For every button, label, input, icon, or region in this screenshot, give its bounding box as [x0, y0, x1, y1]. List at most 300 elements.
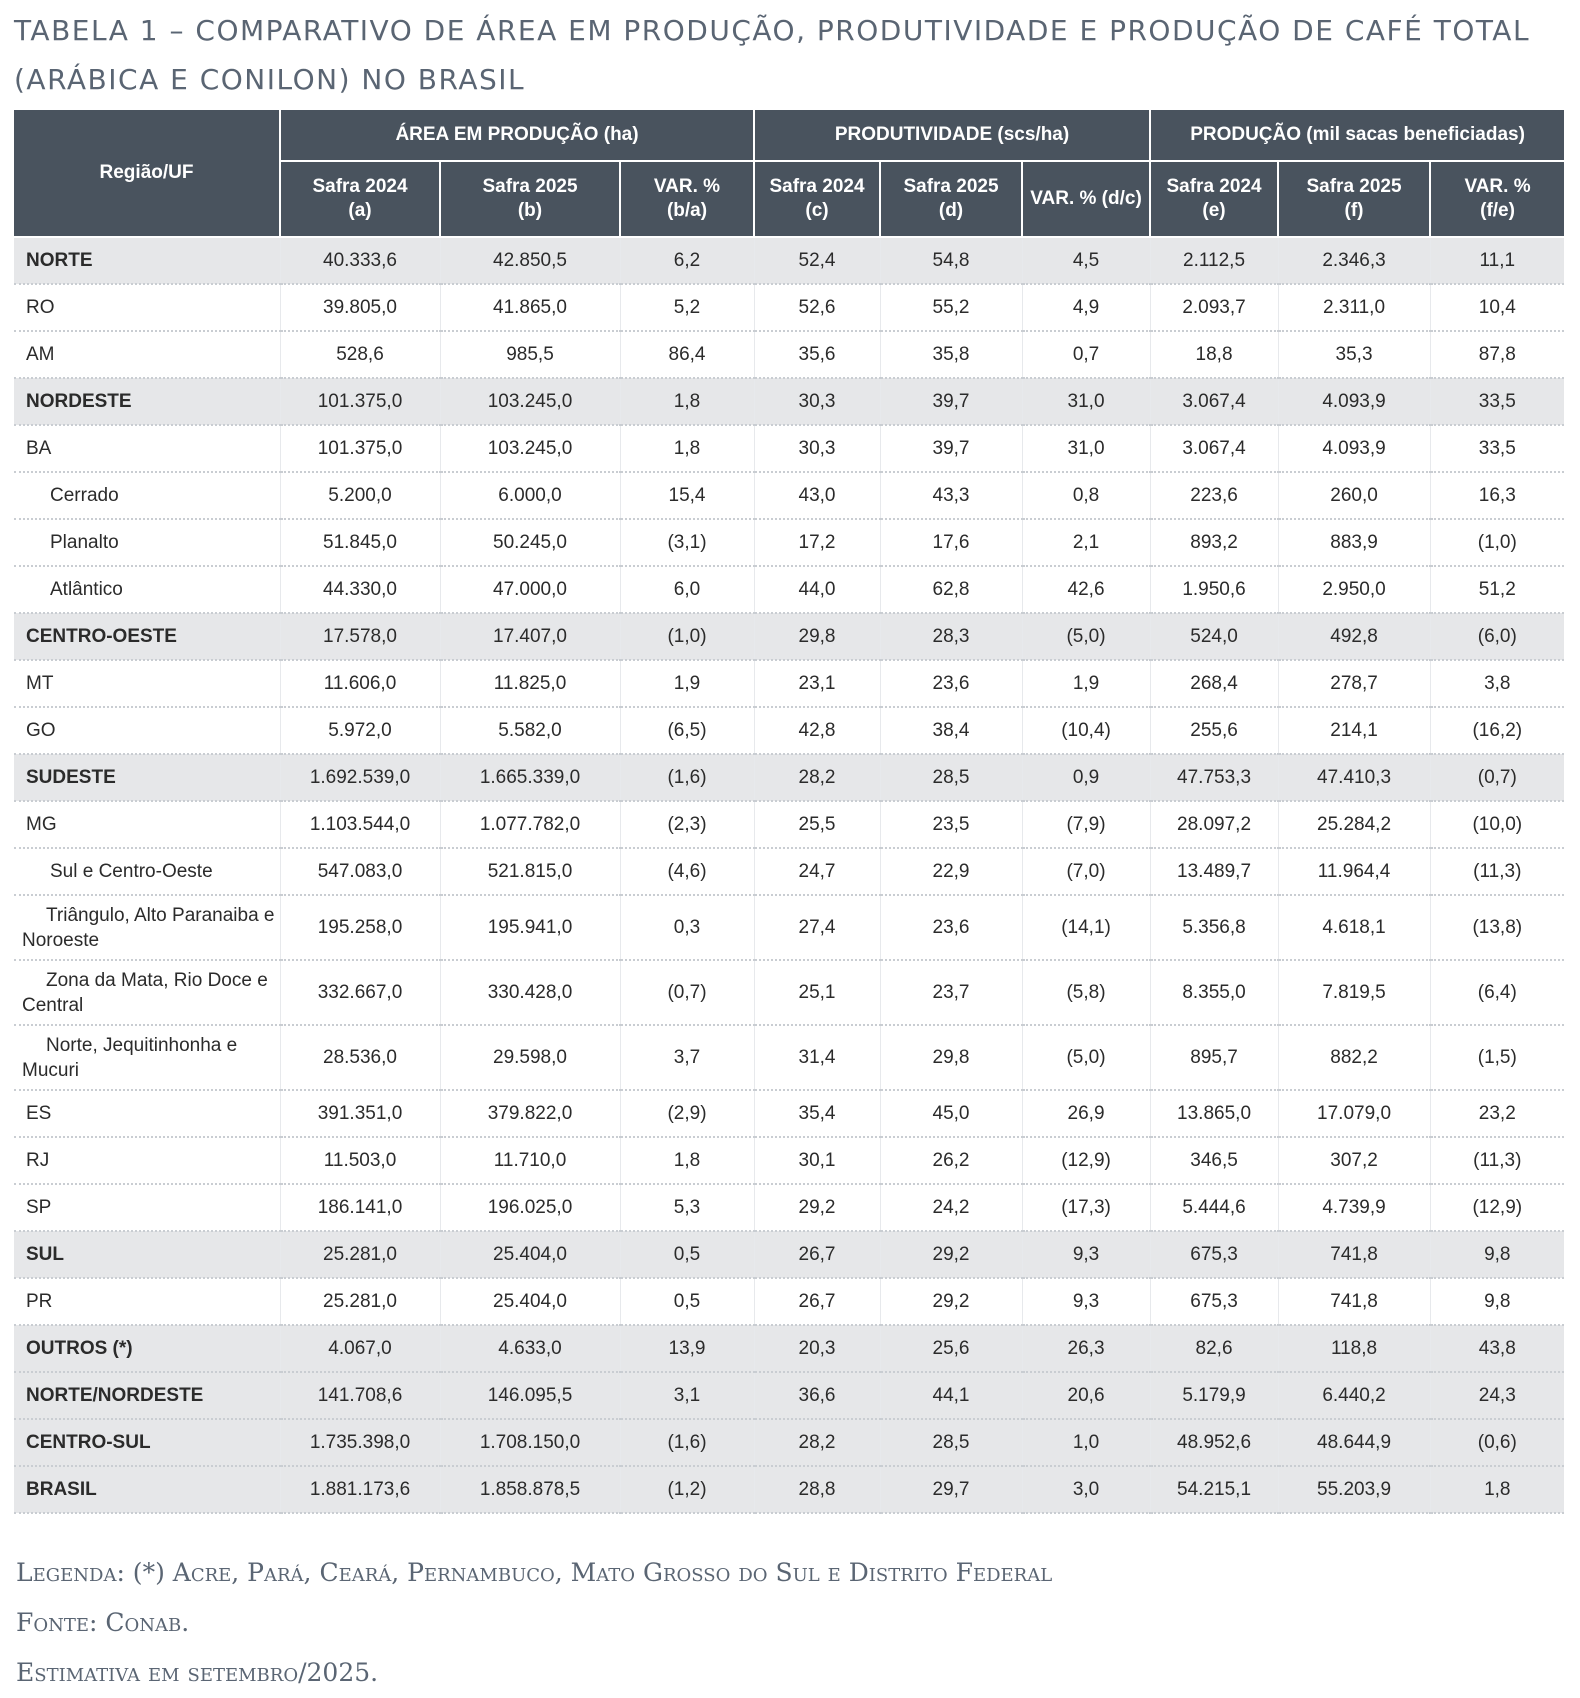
value-cell: (0,7)	[1430, 754, 1564, 801]
value-cell: 28,5	[880, 1419, 1022, 1466]
table-row	[14, 237, 1564, 284]
value-cell: 882,2	[1278, 1025, 1430, 1090]
value-cell: 52,6	[754, 284, 880, 331]
value-cell: 3.067,4	[1150, 425, 1278, 472]
table-row	[14, 1278, 1564, 1325]
value-cell: 10,4	[1430, 284, 1564, 331]
value-cell: 25,6	[880, 1325, 1022, 1372]
value-cell: 30,3	[754, 378, 880, 425]
value-cell: 6,0	[620, 566, 754, 613]
column-header	[620, 161, 754, 237]
value-cell: 48.952,6	[1150, 1419, 1278, 1466]
value-cell: 4.093,9	[1278, 378, 1430, 425]
value-cell: (7,9)	[1022, 801, 1150, 848]
value-cell: 29,2	[880, 1278, 1022, 1325]
value-cell: 43,8	[1430, 1325, 1564, 1372]
value-cell: 13.489,7	[1150, 848, 1278, 895]
value-cell: 0,5	[620, 1231, 754, 1278]
table-row	[14, 1137, 1564, 1184]
value-cell: 1.103.544,0	[280, 801, 440, 848]
value-cell: 278,7	[1278, 660, 1430, 707]
value-cell: 43,0	[754, 472, 880, 519]
value-cell: 3.067,4	[1150, 378, 1278, 425]
value-cell: 3,8	[1430, 660, 1564, 707]
value-cell: 1,8	[1430, 1466, 1564, 1513]
value-cell: 260,0	[1278, 472, 1430, 519]
value-cell: 985,5	[440, 331, 620, 378]
table-row	[14, 1325, 1564, 1372]
column-header	[1022, 161, 1150, 237]
value-cell: 2.112,5	[1150, 237, 1278, 284]
value-cell: 1.950,6	[1150, 566, 1278, 613]
value-cell: 1,8	[620, 1137, 754, 1184]
table-row	[14, 284, 1564, 331]
column-header-label: Safra 2025	[482, 176, 578, 197]
legend-note: Legenda: (*) Acre, Pará, Ceará, Pernambuco, Mato Grosso do Sul e Distrito Federal	[16, 1558, 1053, 1587]
value-cell: (11,3)	[1430, 1137, 1564, 1184]
region-cell: Norte, Jequitinhonha e Mucuri	[14, 1025, 280, 1090]
region-cell: OUTROS (*)	[14, 1325, 280, 1372]
value-cell: (6,0)	[1430, 613, 1564, 660]
value-cell: 0,8	[1022, 472, 1150, 519]
value-cell: 4.618,1	[1278, 895, 1430, 960]
value-cell: 47.753,3	[1150, 754, 1278, 801]
value-cell: 895,7	[1150, 1025, 1278, 1090]
region-cell: Zona da Mata, Rio Doce e Central	[14, 960, 280, 1025]
table-title	[14, 6, 1564, 104]
column-header-label: VAR. %	[653, 176, 721, 197]
value-cell: 255,6	[1150, 707, 1278, 754]
value-cell: 379.822,0	[440, 1090, 620, 1137]
table-row	[14, 1466, 1564, 1513]
table-row	[14, 425, 1564, 472]
value-cell: 1.858.878,5	[440, 1466, 620, 1513]
value-cell: 54,8	[880, 237, 1022, 284]
value-cell: 195.941,0	[440, 895, 620, 960]
value-cell: (7,0)	[1022, 848, 1150, 895]
region-cell: MG	[14, 801, 280, 848]
table-header	[14, 109, 1564, 237]
value-cell: 26,2	[880, 1137, 1022, 1184]
value-cell: (3,1)	[620, 519, 754, 566]
value-cell: 25.404,0	[440, 1278, 620, 1325]
production-group-header: PRODUÇÃO (mil sacas beneficiadas)	[1150, 109, 1564, 161]
value-cell: 9,3	[1022, 1231, 1150, 1278]
coffee-production-table	[14, 108, 1564, 1514]
value-cell: 521.815,0	[440, 848, 620, 895]
value-cell: (2,9)	[620, 1090, 754, 1137]
value-cell: 0,7	[1022, 331, 1150, 378]
column-header-label: Safra 2024	[769, 176, 865, 197]
value-cell: 33,5	[1430, 425, 1564, 472]
value-cell: 55.203,9	[1278, 1466, 1430, 1513]
region-cell: BA	[14, 425, 280, 472]
value-cell: 28,2	[754, 754, 880, 801]
value-cell: 17.079,0	[1278, 1090, 1430, 1137]
region-cell: PR	[14, 1278, 280, 1325]
value-cell: 1.665.339,0	[440, 754, 620, 801]
value-cell: 141.708,6	[280, 1372, 440, 1419]
value-cell: (5,0)	[1022, 1025, 1150, 1090]
table-row	[14, 707, 1564, 754]
value-cell: (12,9)	[1022, 1137, 1150, 1184]
value-cell: (1,2)	[620, 1466, 754, 1513]
column-header-label: VAR. % (d/c)	[1030, 188, 1142, 209]
value-cell: 42,8	[754, 707, 880, 754]
column-header-formula: (c)	[805, 200, 829, 221]
productivity-group-header: PRODUTIVIDADE (scs/ha)	[754, 109, 1150, 161]
value-cell: 28,5	[880, 754, 1022, 801]
value-cell: 25.404,0	[440, 1231, 620, 1278]
table-row	[14, 566, 1564, 613]
value-cell: 16,3	[1430, 472, 1564, 519]
value-cell: 1,9	[1022, 660, 1150, 707]
value-cell: 118,8	[1278, 1325, 1430, 1372]
region-cell: Triângulo, Alto Paranaiba e Noroeste	[14, 895, 280, 960]
value-cell: (1,6)	[620, 1419, 754, 1466]
region-cell: Atlântico	[14, 566, 280, 613]
value-cell: 31,0	[1022, 425, 1150, 472]
value-cell: (5,0)	[1022, 613, 1150, 660]
value-cell: 51.845,0	[280, 519, 440, 566]
value-cell: 883,9	[1278, 519, 1430, 566]
table-row	[14, 1419, 1564, 1466]
value-cell: 25.281,0	[280, 1231, 440, 1278]
value-cell: 30,1	[754, 1137, 880, 1184]
source-note: Fonte: Conab.	[16, 1608, 190, 1637]
value-cell: 675,3	[1150, 1231, 1278, 1278]
value-cell: 20,3	[754, 1325, 880, 1372]
region-cell: CENTRO-SUL	[14, 1419, 280, 1466]
value-cell: (14,1)	[1022, 895, 1150, 960]
table-row	[14, 472, 1564, 519]
region-cell: NORTE	[14, 237, 280, 284]
value-cell: 35,4	[754, 1090, 880, 1137]
value-cell: 43,3	[880, 472, 1022, 519]
value-cell: (13,8)	[1430, 895, 1564, 960]
value-cell: 675,3	[1150, 1278, 1278, 1325]
value-cell: (1,0)	[620, 613, 754, 660]
value-cell: 223,6	[1150, 472, 1278, 519]
value-cell: 39,7	[880, 425, 1022, 472]
value-cell: 4,5	[1022, 237, 1150, 284]
value-cell: 44,0	[754, 566, 880, 613]
region-cell: NORDESTE	[14, 378, 280, 425]
value-cell: 101.375,0	[280, 378, 440, 425]
value-cell: 28.536,0	[280, 1025, 440, 1090]
value-cell: 44,1	[880, 1372, 1022, 1419]
column-header	[1278, 161, 1430, 237]
value-cell: 1.735.398,0	[280, 1419, 440, 1466]
value-cell: 5.444,6	[1150, 1184, 1278, 1231]
region-cell: SUDESTE	[14, 754, 280, 801]
value-cell: (5,8)	[1022, 960, 1150, 1025]
value-cell: 39.805,0	[280, 284, 440, 331]
value-cell: 5.582,0	[440, 707, 620, 754]
value-cell: (4,6)	[620, 848, 754, 895]
column-header-label: Safra 2025	[1306, 176, 1402, 197]
value-cell: 528,6	[280, 331, 440, 378]
value-cell: 31,4	[754, 1025, 880, 1090]
value-cell: 29,2	[754, 1184, 880, 1231]
value-cell: 1.692.539,0	[280, 754, 440, 801]
value-cell: 39,7	[880, 378, 1022, 425]
region-cell: Sul e Centro-Oeste	[14, 848, 280, 895]
table-row	[14, 895, 1564, 960]
column-header-label: VAR. %	[1464, 176, 1531, 197]
value-cell: 307,2	[1278, 1137, 1430, 1184]
value-cell: 48.644,9	[1278, 1419, 1430, 1466]
value-cell: 25,1	[754, 960, 880, 1025]
value-cell: 45,0	[880, 1090, 1022, 1137]
region-cell: ES	[14, 1090, 280, 1137]
value-cell: (1,6)	[620, 754, 754, 801]
column-header-formula: (f/e)	[1480, 200, 1515, 221]
value-cell: 3,0	[1022, 1466, 1150, 1513]
value-cell: 26,9	[1022, 1090, 1150, 1137]
region-cell: NORTE/NORDESTE	[14, 1372, 280, 1419]
value-cell: 31,0	[1022, 378, 1150, 425]
value-cell: (2,3)	[620, 801, 754, 848]
value-cell: (11,3)	[1430, 848, 1564, 895]
value-cell: 87,8	[1430, 331, 1564, 378]
value-cell: 29,7	[880, 1466, 1022, 1513]
table-row	[14, 1231, 1564, 1278]
value-cell: 82,6	[1150, 1325, 1278, 1372]
column-header-formula: (d)	[938, 200, 964, 221]
column-header-formula: (b)	[517, 200, 543, 221]
table-row	[14, 1025, 1564, 1090]
value-cell: 13,9	[620, 1325, 754, 1372]
value-cell: 33,5	[1430, 378, 1564, 425]
value-cell: 2.950,0	[1278, 566, 1430, 613]
column-header-formula: (a)	[348, 200, 372, 221]
value-cell: 28,2	[754, 1419, 880, 1466]
table-title-line-2: (ARÁBICA E CONILON) NO BRASIL	[14, 63, 526, 96]
value-cell: 28,3	[880, 613, 1022, 660]
value-cell: 195.258,0	[280, 895, 440, 960]
value-cell: 17,2	[754, 519, 880, 566]
table-row	[14, 1090, 1564, 1137]
value-cell: 28,8	[754, 1466, 880, 1513]
region-column-header: Região/UF	[14, 109, 280, 237]
value-cell: 25,5	[754, 801, 880, 848]
value-cell: (6,4)	[1430, 960, 1564, 1025]
value-cell: 23,2	[1430, 1090, 1564, 1137]
value-cell: 5.972,0	[280, 707, 440, 754]
value-cell: 35,8	[880, 331, 1022, 378]
table-row	[14, 1372, 1564, 1419]
table-row	[14, 848, 1564, 895]
value-cell: 47.410,3	[1278, 754, 1430, 801]
value-cell: 52,4	[754, 237, 880, 284]
value-cell: 44.330,0	[280, 566, 440, 613]
table-row	[14, 960, 1564, 1025]
value-cell: (1,5)	[1430, 1025, 1564, 1090]
value-cell: 2.311,0	[1278, 284, 1430, 331]
table-row	[14, 660, 1564, 707]
region-cell: RO	[14, 284, 280, 331]
value-cell: 36,6	[754, 1372, 880, 1419]
table-row	[14, 1184, 1564, 1231]
value-cell: 5.179,9	[1150, 1372, 1278, 1419]
value-cell: 11.503,0	[280, 1137, 440, 1184]
region-cell: MT	[14, 660, 280, 707]
value-cell: 0,9	[1022, 754, 1150, 801]
value-cell: 146.095,5	[440, 1372, 620, 1419]
table-body	[14, 237, 1564, 1513]
table-row	[14, 613, 1564, 660]
value-cell: 17,6	[880, 519, 1022, 566]
value-cell: 5,3	[620, 1184, 754, 1231]
value-cell: 4.093,9	[1278, 425, 1430, 472]
value-cell: 3,1	[620, 1372, 754, 1419]
value-cell: 25.281,0	[280, 1278, 440, 1325]
value-cell: 11,1	[1430, 237, 1564, 284]
table-title-line-1: TABELA 1 – COMPARATIVO DE ÁREA EM PRODUÇÃO, PRODUTIVIDADE E PRODUÇÃO DE CAFÉ TOTAL	[14, 14, 1531, 47]
region-cell: BRASIL	[14, 1466, 280, 1513]
value-cell: 346,5	[1150, 1137, 1278, 1184]
value-cell: 29,2	[880, 1231, 1022, 1278]
value-cell: 9,3	[1022, 1278, 1150, 1325]
region-cell: RJ	[14, 1137, 280, 1184]
value-cell: 1,8	[620, 378, 754, 425]
value-cell: 23,6	[880, 895, 1022, 960]
value-cell: 23,1	[754, 660, 880, 707]
region-cell: CENTRO-OESTE	[14, 613, 280, 660]
column-header-formula: (e)	[1202, 200, 1226, 221]
value-cell: 4.633,0	[440, 1325, 620, 1372]
value-cell: (0,6)	[1430, 1419, 1564, 1466]
table-row	[14, 331, 1564, 378]
value-cell: 1,9	[620, 660, 754, 707]
value-cell: 6.440,2	[1278, 1372, 1430, 1419]
region-cell: Cerrado	[14, 472, 280, 519]
value-cell: 50.245,0	[440, 519, 620, 566]
value-cell: 547.083,0	[280, 848, 440, 895]
value-cell: 6,2	[620, 237, 754, 284]
value-cell: 1,0	[1022, 1419, 1150, 1466]
value-cell: 11.964,4	[1278, 848, 1430, 895]
table-notes	[16, 1548, 1052, 1698]
value-cell: 35,6	[754, 331, 880, 378]
value-cell: 27,4	[754, 895, 880, 960]
value-cell: 5,2	[620, 284, 754, 331]
value-cell: 38,4	[880, 707, 1022, 754]
value-cell: 20,6	[1022, 1372, 1150, 1419]
value-cell: 29,8	[880, 1025, 1022, 1090]
value-cell: 196.025,0	[440, 1184, 620, 1231]
value-cell: 391.351,0	[280, 1090, 440, 1137]
region-cell: SP	[14, 1184, 280, 1231]
value-cell: 9,8	[1430, 1278, 1564, 1325]
value-cell: 30,3	[754, 425, 880, 472]
value-cell: 51,2	[1430, 566, 1564, 613]
value-cell: 1.077.782,0	[440, 801, 620, 848]
value-cell: 330.428,0	[440, 960, 620, 1025]
value-cell: 4.739,9	[1278, 1184, 1430, 1231]
column-header-formula: (b/a)	[666, 200, 708, 221]
value-cell: 13.865,0	[1150, 1090, 1278, 1137]
value-cell: 214,1	[1278, 707, 1430, 754]
value-cell: 15,4	[620, 472, 754, 519]
value-cell: 18,8	[1150, 331, 1278, 378]
region-cell: Planalto	[14, 519, 280, 566]
value-cell: 42.850,5	[440, 237, 620, 284]
column-header	[1430, 161, 1564, 237]
value-cell: (1,0)	[1430, 519, 1564, 566]
value-cell: 24,2	[880, 1184, 1022, 1231]
column-header	[754, 161, 880, 237]
column-header-label: Safra 2024	[1166, 176, 1262, 197]
value-cell: 101.375,0	[280, 425, 440, 472]
value-cell: 42,6	[1022, 566, 1150, 613]
value-cell: 5.356,8	[1150, 895, 1278, 960]
column-header-label: Safra 2025	[903, 176, 999, 197]
value-cell: 54.215,1	[1150, 1466, 1278, 1513]
value-cell: 62,8	[880, 566, 1022, 613]
value-cell: 23,7	[880, 960, 1022, 1025]
value-cell: 26,3	[1022, 1325, 1150, 1372]
value-cell: 86,4	[620, 331, 754, 378]
value-cell: 28.097,2	[1150, 801, 1278, 848]
value-cell: 0,5	[620, 1278, 754, 1325]
value-cell: 6.000,0	[440, 472, 620, 519]
region-cell: SUL	[14, 1231, 280, 1278]
column-header	[280, 161, 440, 237]
value-cell: 524,0	[1150, 613, 1278, 660]
value-cell: 26,7	[754, 1278, 880, 1325]
value-cell: (16,2)	[1430, 707, 1564, 754]
value-cell: (10,0)	[1430, 801, 1564, 848]
column-header-label: Safra 2024	[312, 176, 408, 197]
region-cell: AM	[14, 331, 280, 378]
value-cell: 7.819,5	[1278, 960, 1430, 1025]
value-cell: 22,9	[880, 848, 1022, 895]
value-cell: 11.710,0	[440, 1137, 620, 1184]
value-cell: 8.355,0	[1150, 960, 1278, 1025]
value-cell: 3,7	[620, 1025, 754, 1090]
value-cell: 9,8	[1430, 1231, 1564, 1278]
column-header	[1150, 161, 1278, 237]
column-header-formula: (f)	[1344, 200, 1364, 221]
header-row-groups	[14, 109, 1564, 161]
value-cell: (12,9)	[1430, 1184, 1564, 1231]
value-cell: (6,5)	[620, 707, 754, 754]
value-cell: 17.407,0	[440, 613, 620, 660]
value-cell: 29.598,0	[440, 1025, 620, 1090]
region-cell: GO	[14, 707, 280, 754]
value-cell: 186.141,0	[280, 1184, 440, 1231]
table-row	[14, 754, 1564, 801]
value-cell: (10,4)	[1022, 707, 1150, 754]
column-header	[440, 161, 620, 237]
value-cell: 741,8	[1278, 1231, 1430, 1278]
value-cell: 741,8	[1278, 1278, 1430, 1325]
value-cell: 1.881.173,6	[280, 1466, 440, 1513]
value-cell: (0,7)	[620, 960, 754, 1025]
value-cell: 17.578,0	[280, 613, 440, 660]
value-cell: 24,3	[1430, 1372, 1564, 1419]
value-cell: 41.865,0	[440, 284, 620, 331]
value-cell: 24,7	[754, 848, 880, 895]
value-cell: 492,8	[1278, 613, 1430, 660]
value-cell: 23,6	[880, 660, 1022, 707]
value-cell: (17,3)	[1022, 1184, 1150, 1231]
value-cell: 103.245,0	[440, 425, 620, 472]
value-cell: 40.333,6	[280, 237, 440, 284]
table-row	[14, 378, 1564, 425]
